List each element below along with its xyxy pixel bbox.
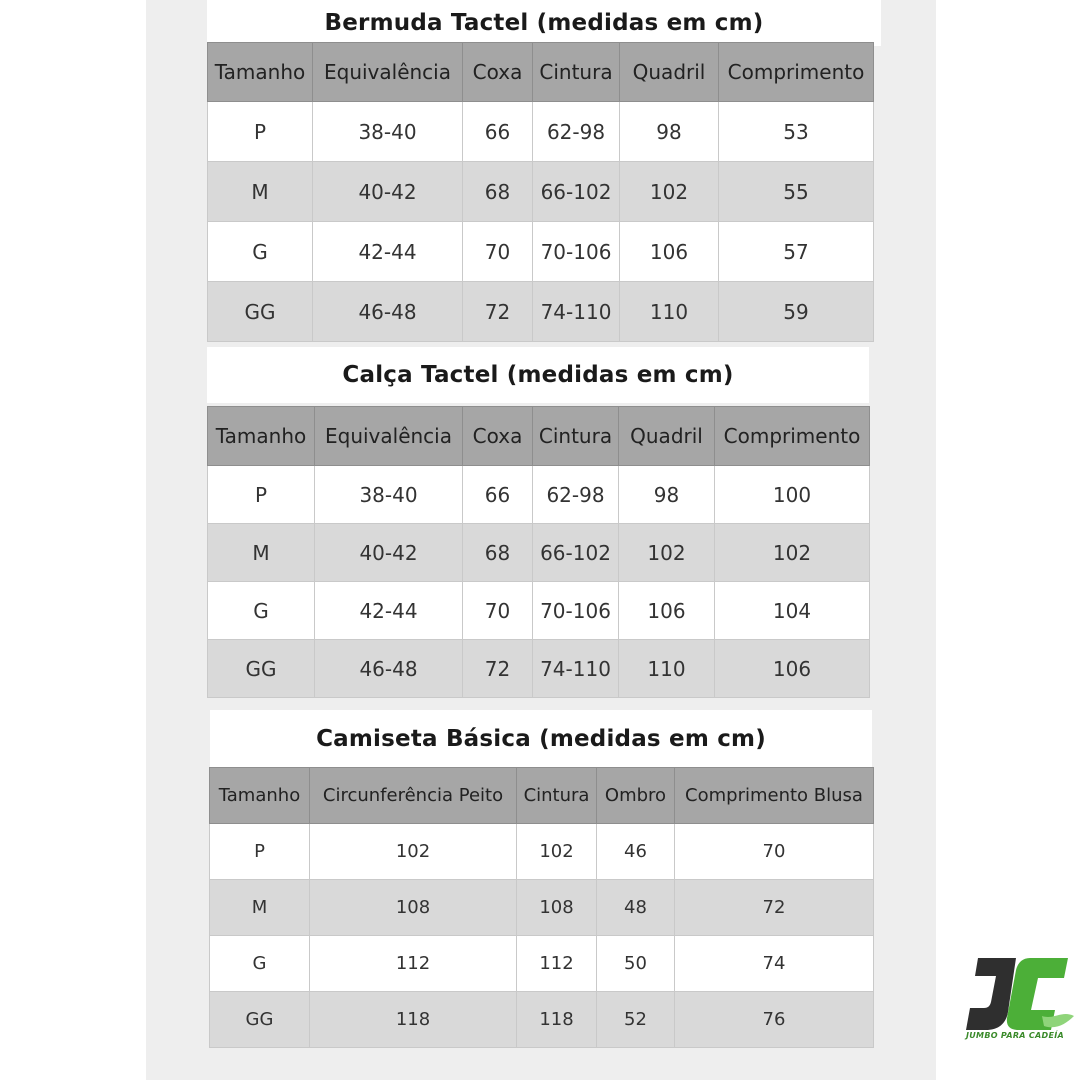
table-cell: 38-40 [313, 102, 463, 162]
table-cell: 66 [463, 466, 533, 524]
table-cell: 102 [517, 824, 597, 880]
table-cell: 76 [675, 992, 874, 1048]
table-header-row [210, 768, 874, 824]
table-row [208, 524, 870, 582]
column-header: Ombro [597, 768, 675, 824]
table-cell: 110 [620, 282, 719, 342]
table-cell: P [208, 466, 315, 524]
table-cell: 72 [463, 640, 533, 698]
table-cell: 112 [310, 936, 517, 992]
table-cell: 48 [597, 880, 675, 936]
table-cell: 112 [517, 936, 597, 992]
calca-size-table [207, 406, 870, 698]
table-cell: 118 [310, 992, 517, 1048]
table-cell: 72 [463, 282, 533, 342]
table-cell: GG [208, 640, 315, 698]
table-cell: GG [210, 992, 310, 1048]
table-row [208, 582, 870, 640]
table-cell: 42-44 [315, 582, 463, 640]
bermuda-size-table [207, 42, 874, 342]
table-cell: G [208, 582, 315, 640]
table-cell: 110 [619, 640, 715, 698]
column-header: Comprimento [719, 43, 874, 102]
table-cell: 106 [620, 222, 719, 282]
column-header: Equivalência [313, 43, 463, 102]
table-cell: 38-40 [315, 466, 463, 524]
column-header: Tamanho [208, 43, 313, 102]
camiseta-size-table [209, 767, 874, 1048]
table-cell: 62-98 [533, 102, 620, 162]
table-cell: P [210, 824, 310, 880]
table-cell: M [208, 524, 315, 582]
table-cell: 57 [719, 222, 874, 282]
table-cell: 46-48 [315, 640, 463, 698]
table-cell: 106 [619, 582, 715, 640]
table-cell: 50 [597, 936, 675, 992]
table-cell: P [208, 102, 313, 162]
table-cell: 100 [715, 466, 870, 524]
calca-table-title: Calça Tactel (medidas em cm) [207, 347, 869, 403]
table-cell: 66-102 [533, 524, 619, 582]
bermuda-table-title: Bermuda Tactel (medidas em cm) [207, 0, 881, 46]
table-cell: 40-42 [315, 524, 463, 582]
table-cell: 104 [715, 582, 870, 640]
table-row [208, 282, 874, 342]
table-row [210, 880, 874, 936]
table-cell: M [210, 880, 310, 936]
table-cell: 70 [463, 222, 533, 282]
table-cell: 74-110 [533, 282, 620, 342]
table-cell: 70 [675, 824, 874, 880]
table-header-row [208, 407, 870, 466]
column-header: Cintura [533, 43, 620, 102]
column-header: Coxa [463, 43, 533, 102]
table-cell: 102 [619, 524, 715, 582]
table-cell: 98 [619, 466, 715, 524]
table-cell: 102 [620, 162, 719, 222]
camiseta-table-title: Camiseta Básica (medidas em cm) [210, 710, 872, 768]
table-cell: G [208, 222, 313, 282]
logo-tagline: JUMBO PARA CADEÍA [965, 1031, 1064, 1040]
table-cell: 106 [715, 640, 870, 698]
table-cell: 55 [719, 162, 874, 222]
table-cell: 68 [463, 524, 533, 582]
table-cell: 70 [463, 582, 533, 640]
table-cell: 52 [597, 992, 675, 1048]
table-row [208, 162, 874, 222]
table-cell: 102 [310, 824, 517, 880]
table-cell: 98 [620, 102, 719, 162]
table-row [210, 992, 874, 1048]
table-cell: 68 [463, 162, 533, 222]
table-cell: 118 [517, 992, 597, 1048]
table-cell: M [208, 162, 313, 222]
table-cell: 108 [310, 880, 517, 936]
table-cell: 102 [715, 524, 870, 582]
table-cell: 62-98 [533, 466, 619, 524]
column-header: Quadril [620, 43, 719, 102]
table-cell: 53 [719, 102, 874, 162]
table-row [210, 824, 874, 880]
column-header: Equivalência [315, 407, 463, 466]
table-header-row [208, 43, 874, 102]
table-cell: 66-102 [533, 162, 620, 222]
column-header: Tamanho [210, 768, 310, 824]
table-cell: 74-110 [533, 640, 619, 698]
column-header: Comprimento [715, 407, 870, 466]
table-row [210, 936, 874, 992]
table-cell: 108 [517, 880, 597, 936]
table-cell: 46-48 [313, 282, 463, 342]
table-cell: GG [208, 282, 313, 342]
table-cell: 42-44 [313, 222, 463, 282]
table-cell: 46 [597, 824, 675, 880]
table-cell: 70-106 [533, 582, 619, 640]
table-cell: 40-42 [313, 162, 463, 222]
table-row [208, 102, 874, 162]
table-row [208, 466, 870, 524]
table-cell: 70-106 [533, 222, 620, 282]
column-header: Coxa [463, 407, 533, 466]
table-cell: G [210, 936, 310, 992]
column-header: Circunferência Peito [310, 768, 517, 824]
column-header: Comprimento Blusa [675, 768, 874, 824]
table-cell: 72 [675, 880, 874, 936]
column-header: Quadril [619, 407, 715, 466]
column-header: Cintura [533, 407, 619, 466]
table-cell: 59 [719, 282, 874, 342]
table-row [208, 222, 874, 282]
table-row [208, 640, 870, 698]
table-cell: 74 [675, 936, 874, 992]
column-header: Cintura [517, 768, 597, 824]
column-header: Tamanho [208, 407, 315, 466]
table-cell: 66 [463, 102, 533, 162]
